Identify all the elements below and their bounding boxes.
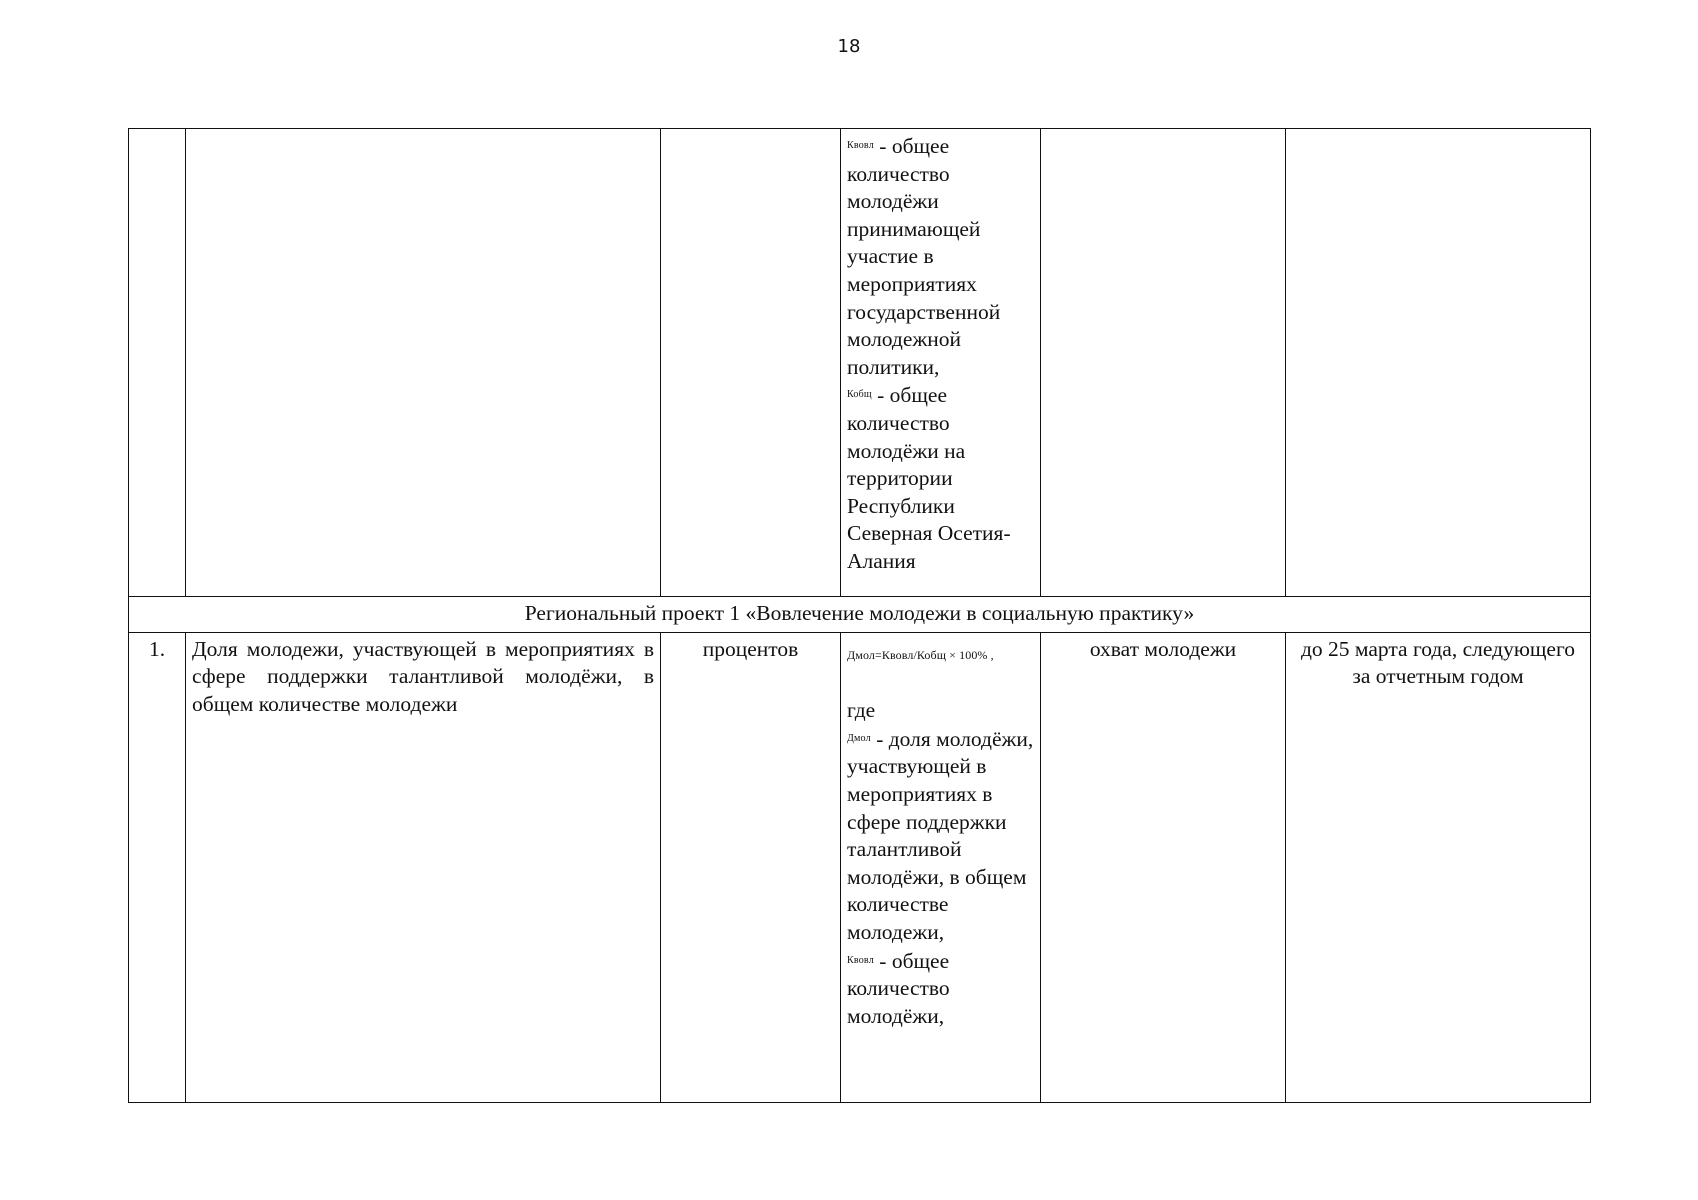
definition-text: - общее количество молодёжи, [847, 948, 950, 1028]
definition-text: - доля молодёжи, участвующей в мероприятиях в сфере поддержки талантливой молодёжи, в общем количестве молодежи, [847, 726, 1034, 944]
page-number: 18 [837, 36, 861, 57]
number-cell [129, 129, 186, 597]
definition-text: - общее количество молодёжи на территории Республики Северная Осетия-Алания [847, 383, 1011, 573]
symbol-k-vovl: Квовл [847, 954, 874, 966]
source-cell [1041, 129, 1286, 597]
indicator-name: Доля молодежи, участвующей в мероприятиях в сфере поддержки талантливой молодёжи, в общем количестве молодежи [186, 632, 661, 1102]
formula: Дмол=Квовл/Кобщ × 100% , [847, 647, 994, 662]
name-cell [186, 129, 661, 597]
symbol-d-mol: Дмол [847, 732, 871, 744]
table-row [129, 632, 1591, 1102]
symbol-k-vovl: Квовл [847, 140, 874, 151]
section-row [129, 597, 1591, 633]
table-row [129, 129, 1591, 597]
definition-text: - общее количество молодёжи принимающей участие в мероприятиях государственной молодежной политики, [847, 134, 1001, 379]
indicators-table [128, 128, 1591, 1103]
section-title: Региональный проект 1 «Вовлечение молодежи в социальную практику» [129, 597, 1591, 633]
deadline-cell [1286, 129, 1591, 597]
unit-cell [661, 129, 841, 597]
method-cell [841, 129, 1041, 597]
symbol-k-obshch: Кобщ [847, 389, 872, 401]
method-cell [841, 632, 1041, 1102]
data-source: охват молодежи [1041, 632, 1286, 1102]
where-label: где [847, 698, 876, 723]
indicator-unit: процентов [661, 632, 841, 1102]
deadline: до 25 марта года, следующего за отчетным годом [1286, 632, 1591, 1102]
item-number: 1. [129, 632, 186, 1102]
